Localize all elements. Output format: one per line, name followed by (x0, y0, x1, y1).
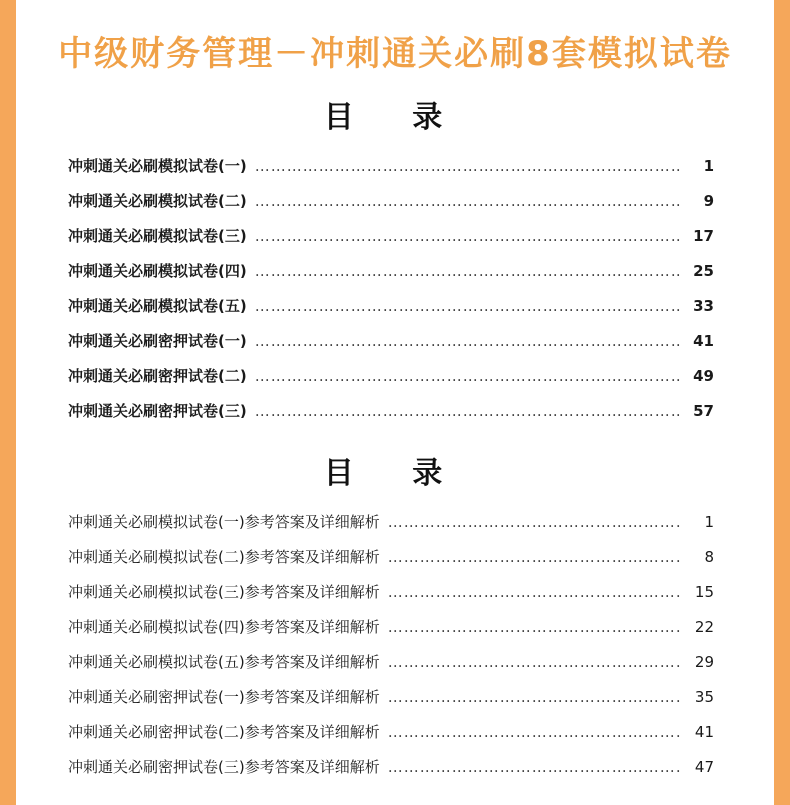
toc-entry[interactable] (68, 749, 714, 784)
dot-leader (388, 653, 682, 671)
toc-entry[interactable] (68, 358, 714, 393)
toc-entry[interactable] (68, 253, 714, 288)
dot-leader (255, 262, 682, 280)
toc-entry-page: 17 (693, 226, 714, 245)
toc-entry-label: 冲刺通关必刷密押试卷(三)参考答案及详细解析 (68, 758, 380, 776)
toc-entry-label: 冲刺通关必刷密押试卷(二) (68, 367, 247, 385)
toc-entry[interactable] (68, 218, 714, 253)
toc-entry-label: 冲刺通关必刷模拟试卷(二)参考答案及详细解析 (68, 548, 380, 566)
book-title-banner: 中级财务管理－冲刺通关必刷8套模拟试卷 (58, 34, 732, 74)
dot-leader (255, 367, 682, 385)
dot-leader (255, 227, 682, 245)
dot-leader (388, 688, 682, 706)
toc-entry[interactable] (68, 679, 714, 714)
dot-leader (255, 157, 682, 175)
toc-entry-page: 29 (694, 652, 714, 671)
toc-list-papers (68, 148, 714, 428)
toc-entry-label: 冲刺通关必刷模拟试卷(四)参考答案及详细解析 (68, 618, 380, 636)
document-page (16, 0, 774, 805)
toc-entry-page: 25 (693, 261, 714, 280)
toc-entry[interactable] (68, 539, 714, 574)
toc-entry[interactable] (68, 574, 714, 609)
toc-entry-label: 冲刺通关必刷模拟试卷(二) (68, 192, 247, 210)
toc-entry-label: 冲刺通关必刷模拟试卷(一) (68, 157, 247, 175)
toc-heading-answers: 目 录 (323, 456, 467, 491)
toc-entry[interactable] (68, 183, 714, 218)
toc-entry-page: 9 (703, 191, 714, 210)
toc-entry-label: 冲刺通关必刷密押试卷(三) (68, 402, 247, 420)
toc-entry-label: 冲刺通关必刷模拟试卷(三) (68, 227, 247, 245)
toc-heading-papers: 目 录 (323, 100, 467, 135)
dot-leader (255, 402, 682, 420)
dot-leader (388, 548, 682, 566)
toc-entry-label: 冲刺通关必刷模拟试卷(五) (68, 297, 247, 315)
dot-leader (255, 332, 682, 350)
toc-entry[interactable] (68, 714, 714, 749)
toc-entry-page: 35 (694, 687, 714, 706)
toc-entry[interactable] (68, 323, 714, 358)
toc-entry-page: 41 (693, 331, 714, 350)
toc-entry[interactable] (68, 148, 714, 183)
toc-entry-page: 33 (693, 296, 714, 315)
toc-entry-page: 22 (694, 617, 714, 636)
toc-entry-page: 1 (704, 512, 714, 531)
toc-entry-page: 1 (703, 156, 714, 175)
toc-entry-label: 冲刺通关必刷模拟试卷(四) (68, 262, 247, 280)
dot-leader (388, 723, 682, 741)
toc-entry-page: 8 (704, 547, 714, 566)
toc-entry-page: 57 (693, 401, 714, 420)
toc-entry-label: 冲刺通关必刷密押试卷(二)参考答案及详细解析 (68, 723, 380, 741)
toc-entry[interactable] (68, 644, 714, 679)
toc-entry[interactable] (68, 393, 714, 428)
dot-leader (255, 192, 682, 210)
toc-entry-label: 冲刺通关必刷密押试卷(一)参考答案及详细解析 (68, 688, 380, 706)
toc-entry-page: 41 (694, 722, 714, 741)
toc-entry[interactable] (68, 504, 714, 539)
toc-entry-label: 冲刺通关必刷模拟试卷(一)参考答案及详细解析 (68, 513, 380, 531)
toc-entry-page: 15 (694, 582, 714, 601)
dot-leader (388, 758, 682, 776)
toc-entry-label: 冲刺通关必刷模拟试卷(三)参考答案及详细解析 (68, 583, 380, 601)
dot-leader (388, 513, 682, 531)
toc-entry-label: 冲刺通关必刷模拟试卷(五)参考答案及详细解析 (68, 653, 380, 671)
toc-entry-page: 47 (694, 757, 714, 776)
toc-list-answers (68, 504, 714, 784)
dot-leader (388, 618, 682, 636)
toc-entry-page: 49 (693, 366, 714, 385)
toc-entry[interactable] (68, 609, 714, 644)
dot-leader (255, 297, 682, 315)
toc-entry[interactable] (68, 288, 714, 323)
toc-entry-label: 冲刺通关必刷密押试卷(一) (68, 332, 247, 350)
dot-leader (388, 583, 682, 601)
